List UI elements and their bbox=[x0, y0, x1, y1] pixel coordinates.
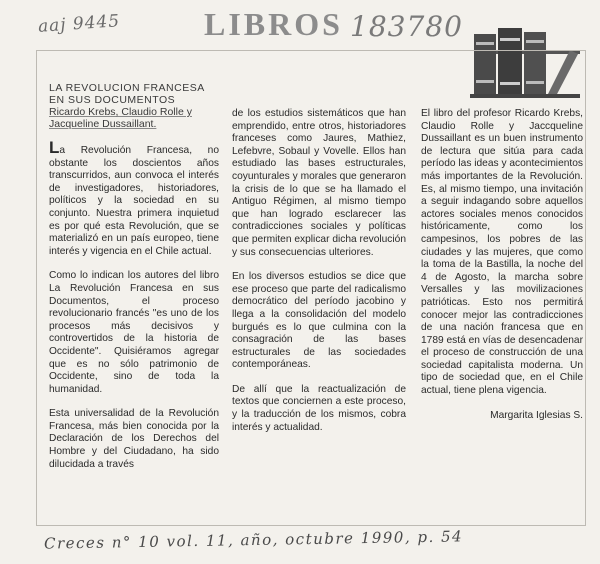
drop-cap: L bbox=[49, 138, 60, 157]
book-title-line-2: EN SUS DOCUMENTOS bbox=[49, 94, 176, 106]
section-title: LIBROS bbox=[204, 6, 343, 42]
article-column-3 bbox=[421, 108, 583, 434]
paragraph-5: En los diversos estudios se dice que ese proceso que parte del radicalismo democrático del período jacobino y llega a la consolidación del modelo burgués es lo que culmina con la consagración de las bases estructurales de las sociedades contemporáneas. bbox=[232, 271, 406, 371]
article-column-2 bbox=[232, 108, 406, 446]
paragraph-2: Como lo indican los autores del libro La Revolución Francesa en sus Documentos, el proceso revolucionario francés "es uno de los procesos más decisivos y controvertidos de la historia de Occidente". Quisiéramos agregar que es no sólo patrimonio de Occidente, sino de toda la humanidad. bbox=[49, 270, 219, 395]
paragraph-6: De allí que la reactualización de textos que conciernen a este proceso, y la traducción de los mismos, cobra interés y actualidad. bbox=[232, 383, 406, 433]
handwritten-catalog-number: 183780 bbox=[350, 10, 463, 43]
paragraph-1 bbox=[49, 138, 219, 258]
book-title-line-1: LA REVOLUCION FRANCESA bbox=[49, 82, 205, 94]
book-authors bbox=[49, 106, 219, 130]
article-column-1 bbox=[49, 82, 219, 483]
paragraph-1-text: a Revolución Francesa, no obstante los doscientos años transcurridos, aun convoca el interés de investigadores, historiadores, políticos y la sociedad en su conjunto. Nuestra primera inquietud es por qué esta Revolución, que se materializó en un país europeo, tiene interés y vigencia en el Chile actual. bbox=[49, 145, 219, 257]
handwritten-note-top-left: aaj 9445 bbox=[37, 11, 121, 37]
author-signature: Margarita Iglesias S. bbox=[490, 409, 583, 421]
paragraph-4: de los estudios sistemáticos que han emprendido, entre otros, historiadores franceses como Jaures, Mathiez, Lefebvre, Sobaul y Vovelle. Ellos han estudiado las bases estructurales, coyunturales y morales que generaron la crisis de lo que se ha llamado el Antiguo Régimen, al mismo tiempo que han logrado esclarecer las contradicciones sociales y políticas que permiten explicar dicha revolución y sus consecuencias ulteriores. bbox=[232, 108, 406, 258]
book-authors-line-1: Ricardo Krebs, Claudio Rolle y bbox=[49, 106, 192, 118]
paragraph-3: Esta universalidad de la Revolución Francesa, más bien conocida por la Declaración de los Derechos del Hombre y del Ciudadano, ha sido dilucidada a través bbox=[49, 408, 219, 470]
paragraph-7: El libro del profesor Ricardo Krebs, Claudio Rolle y Jaccqueline Dussaillant es un buen instrumento de lectura que sitúa para cada período las ideas y acontecimientos más importantes de la Revolución. Es, al mismo tiempo, una invitación a seguir indagando sobre aquellos actores sociales menos conocidos históricamente, como los campesinos, los pobres de las ciudades y las mujeres, que como la toma de la Bastilla, la noche del 4 de Agosto, la marcha sobre Versalles y las movilizaciones patrióticas. Esto nos permitirá conocer mejor las contradicciones de una nación francesa que en 1789 está en vías de desencadenar el proceso de construcción de una sociedad capitalista moderna. Un tipo de sociedad que, en el Chile actual, tiene plena vigencia. bbox=[421, 108, 583, 397]
book-authors-line-2: Jacqueline Dussaillant. bbox=[49, 118, 157, 130]
handwritten-citation: Creces n° 10 vol. 11, año, octubre 1990, p. 54 bbox=[43, 527, 464, 553]
